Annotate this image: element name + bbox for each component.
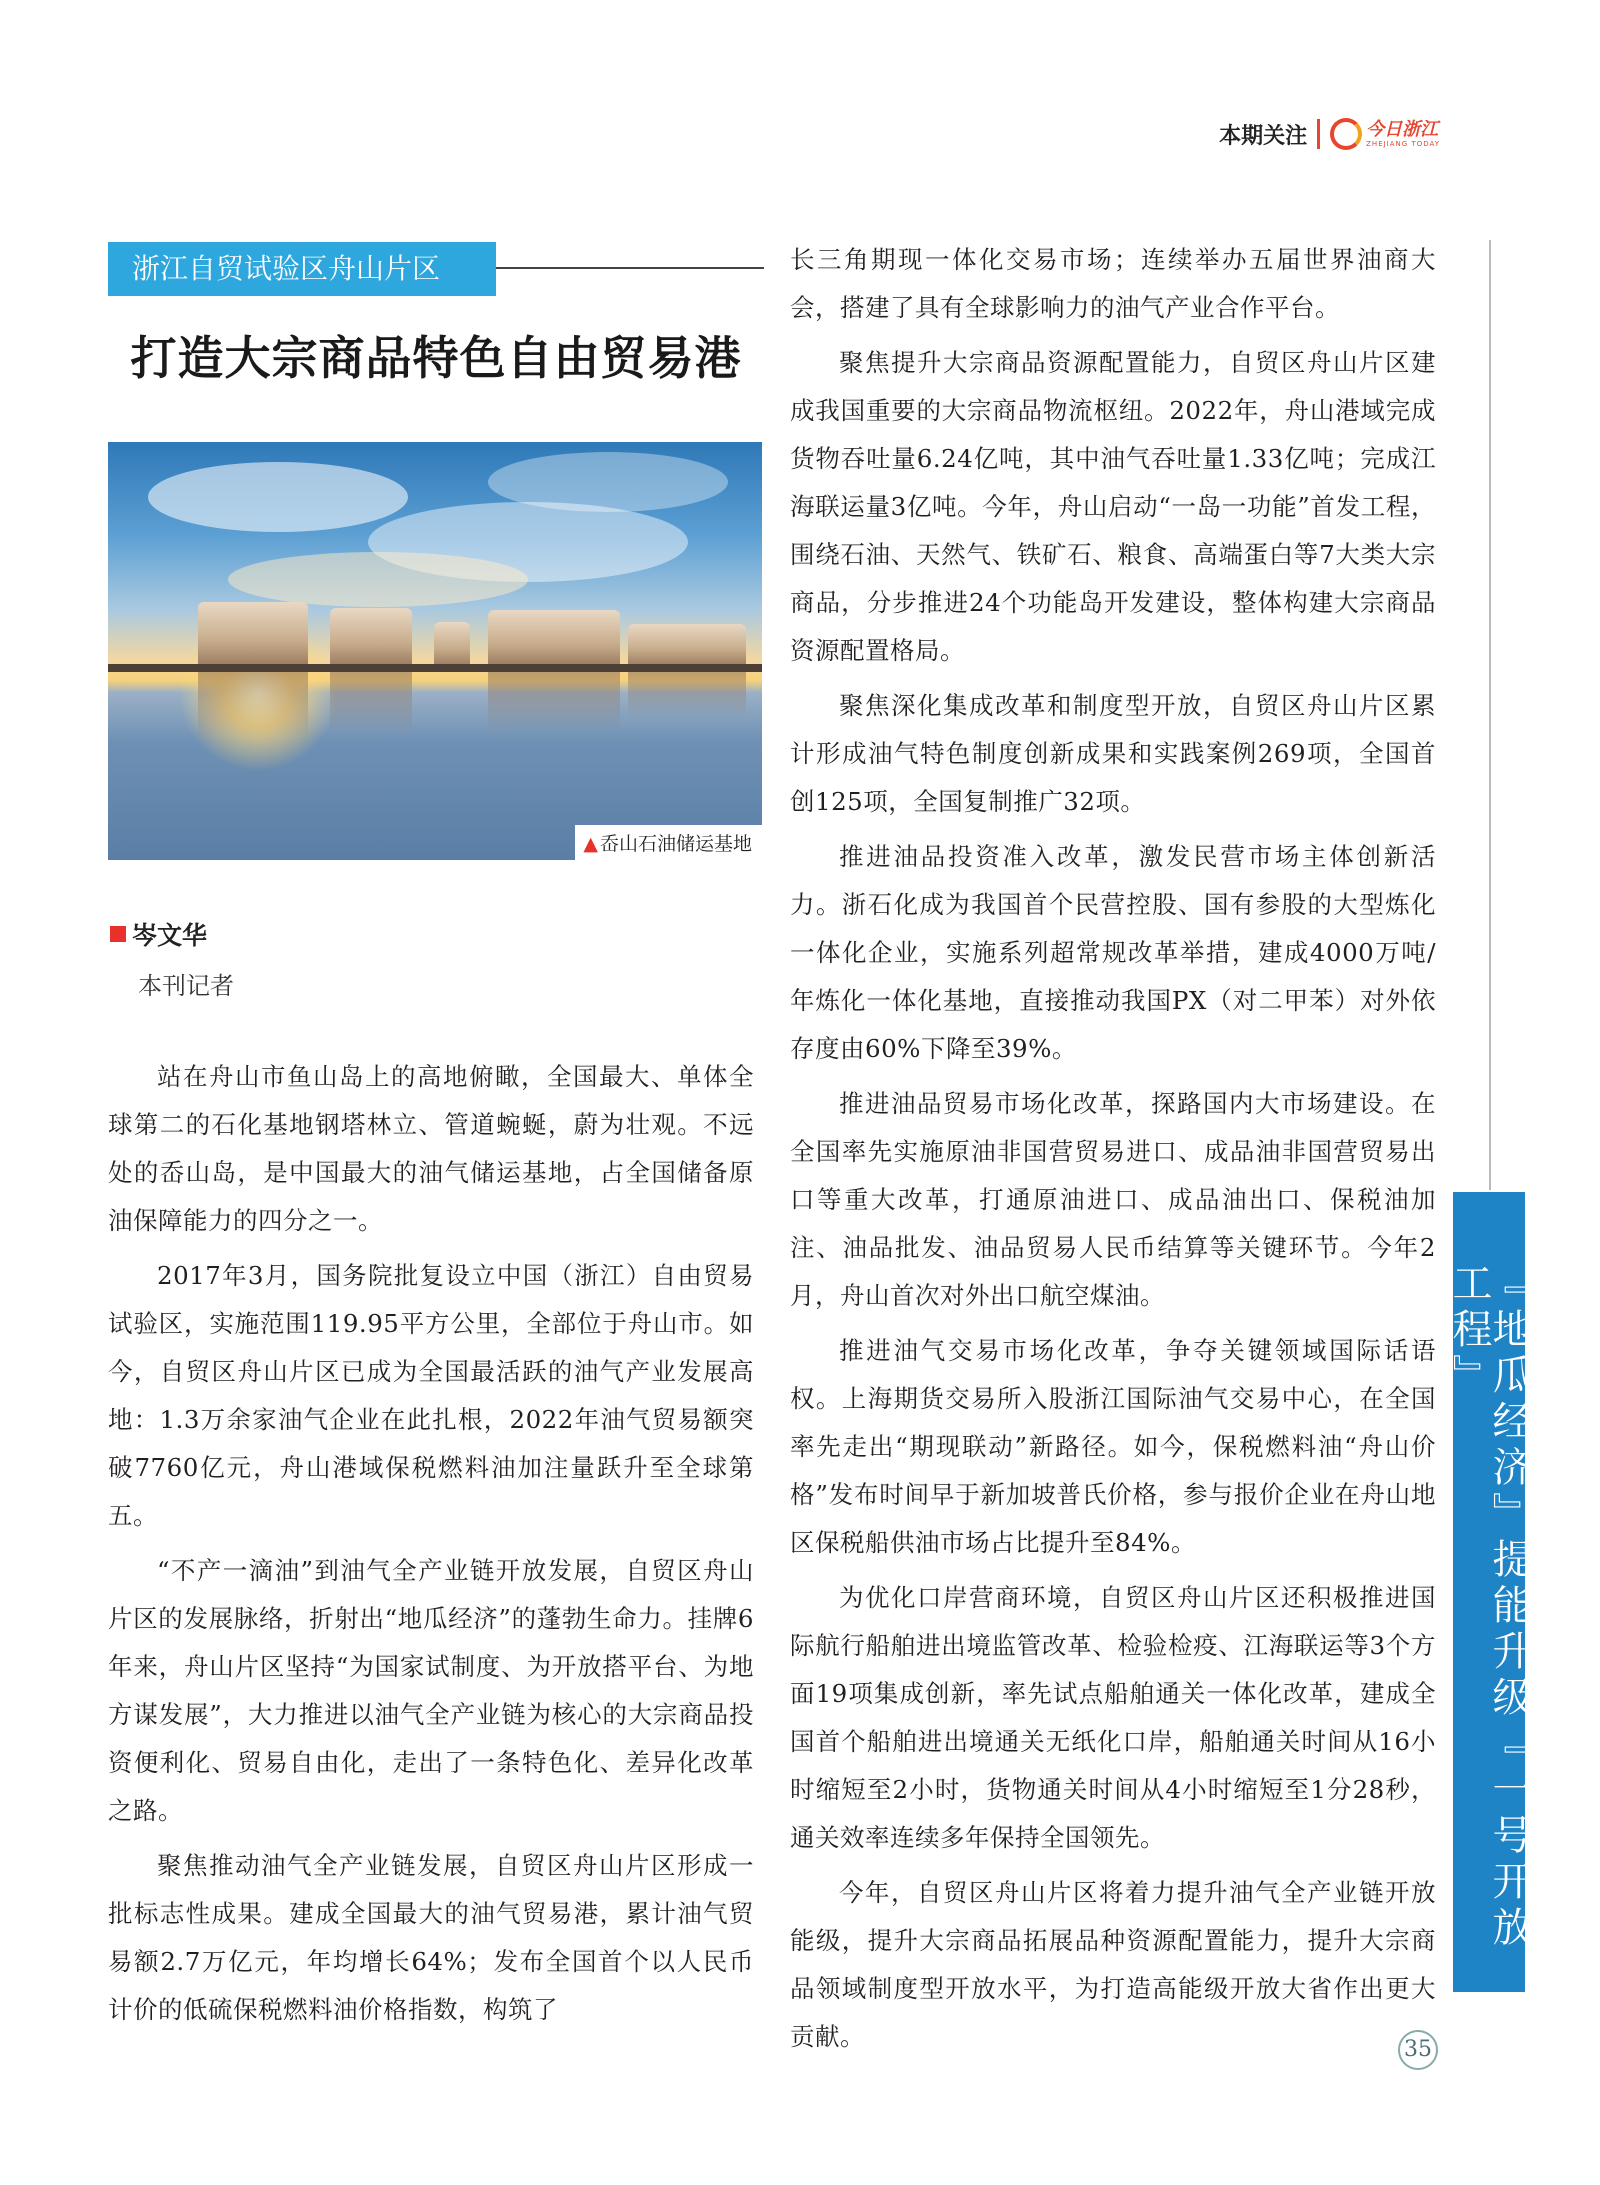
author-role: 本刊记者 (138, 972, 234, 1000)
side-banner (1446, 1192, 1532, 1992)
caption-text: 岙山石油储运基地 (599, 833, 752, 855)
paragraph: 推进油品投资准入改革，激发民营市场主体创新活力。浙石化成为我国首个民营控股、国有参股的大型炼化一体化企业，实施系列超常规改革举措，建成4000万吨/年炼化一体化基地，直接推动我国PX（对二甲苯）对外依存度由60%下降至39%。 (790, 842, 1436, 1063)
section-label: 本期关注 (1219, 123, 1308, 149)
right-column (790, 236, 1436, 2068)
paragraph: 推进油气交易市场化改革，争夺关键领域国际话语权。上海期货交易所入股浙江国际油气交易中心，在全国率先走出“期现联动”新路径。如今，保税燃料油“舟山价格”发布时间早于新加坡普氏价格，参与报价企业在舟山地区保税船供油市场占比提升至84%。 (790, 1336, 1436, 1557)
magazine-logo (1330, 118, 1440, 150)
caption-triangle-icon: ▲ (583, 833, 598, 855)
logo-emblem-icon (1330, 118, 1362, 150)
article-photo (108, 442, 762, 860)
page-header (1219, 118, 1440, 150)
paragraph: 聚焦推动油气全产业链发展，自贸区舟山片区形成一批标志性成果。建成全国最大的油气贸易港，累计油气贸易额2.7万亿元，年均增长64%；发布全国首个以人民币计价的低硫保税燃料油价格指数，构筑了 (108, 1851, 754, 2024)
paragraph: 聚焦深化集成改革和制度型开放，自贸区舟山片区累计形成油气特色制度创新成果和实践案例269项，全国首创125项，全国复制推广32项。 (790, 691, 1436, 816)
paragraph: “不产一滴油”到油气全产业链开放发展，自贸区舟山片区的发展脉络，折射出“地瓜经济”的蓬勃生命力。挂牌6年来，舟山片区坚持“为国家试制度、为开放搭平台、为地方谋发展”，大力推进以油气全产业链为核心的大宗商品投资便利化、贸易自由化，走出了一条特色化、差异化改革之路。 (108, 1556, 754, 1825)
article-title: 打造大宗商品特色自由贸易港 (130, 331, 742, 385)
paragraph: 站在舟山市鱼山岛上的高地俯瞰，全国最大、单体全球第二的石化基地钢塔林立、管道蜿蜒，蔚为壮观。不远处的岙山岛，是中国最大的油气储运基地，占全国储备原油保障能力的四分之一。 (108, 1062, 754, 1235)
logo-cn-text: 今日浙江 (1366, 118, 1439, 140)
header-divider (1317, 119, 1320, 149)
left-column (108, 1053, 754, 2041)
author-name: 岑文华 (132, 921, 208, 950)
zone-tag-rule (496, 267, 764, 269)
zone-tag: 浙江自贸试验区舟山片区 (108, 242, 496, 296)
paragraph: 今年，自贸区舟山片区将着力提升油气全产业链开放能级，提升大宗商品拓展品种资源配置能力，提升大宗商品领域制度型开放水平，为打造高能级开放大省作出更大贡献。 (790, 1878, 1436, 2051)
author-marker-icon (110, 926, 126, 942)
photo-caption (575, 825, 762, 860)
paragraph: 为优化口岸营商环境，自贸区舟山片区还积极推进国际航行船舶进出境监管改革、检验检疫、江海联运等3个方面19项集成创新，率先试点船舶通关一体化改革，建成全国首个船舶进出境通关无纸化口岸，船舶通关时间从16小时缩短至2小时，货物通关时间从4小时缩短至1分28秒，通关效率连续多年保持全国领先。 (790, 1583, 1436, 1852)
side-banner-text: 『地瓜经济』提能升级『一号开放工程』 (1446, 1262, 1532, 1952)
logo-en-text: ZHEJIANG TODAY (1366, 139, 1440, 148)
page-number: 35 (1398, 2030, 1438, 2070)
paragraph: 聚焦提升大宗商品资源配置能力，自贸区舟山片区建成我国重要的大宗商品物流枢纽。2022年，舟山港域完成货物吞吐量6.24亿吨，其中油气吞吐量1.33亿吨；完成江海联运量3亿吨。今年，舟山启动“一岛一功能”首发工程，围绕石油、天然气、铁矿石、粮食、高端蛋白等7大类大宗商品，分步推进24个功能岛开发建设，整体构建大宗商品资源配置格局。 (790, 348, 1436, 665)
byline (110, 916, 234, 1001)
paragraph-continued: 长三角期现一体化交易市场；连续举办五届世界油商大会，搭建了具有全球影响力的油气产业合作平台。 (790, 245, 1436, 322)
paragraph: 推进油品贸易市场化改革，探路国内大市场建设。在全国率先实施原油非国营贸易进口、成品油非国营贸易出口等重大改革，打通原油进口、成品油出口、保税油加注、油品批发、油品贸易人民币结算等关键环节。今年2月，舟山首次对外出口航空煤油。 (790, 1089, 1436, 1310)
paragraph: 2017年3月，国务院批复设立中国（浙江）自由贸易试验区，实施范围119.95平方公里，全部位于舟山市。如今，自贸区舟山片区已成为全国最活跃的油气产业发展高地：1.3万余家油气企业在此扎根，2022年油气贸易额突破7760亿元，舟山港域保税燃料油加注量跃升至全球第五。 (108, 1261, 754, 1530)
margin-rule (1489, 240, 1491, 1190)
